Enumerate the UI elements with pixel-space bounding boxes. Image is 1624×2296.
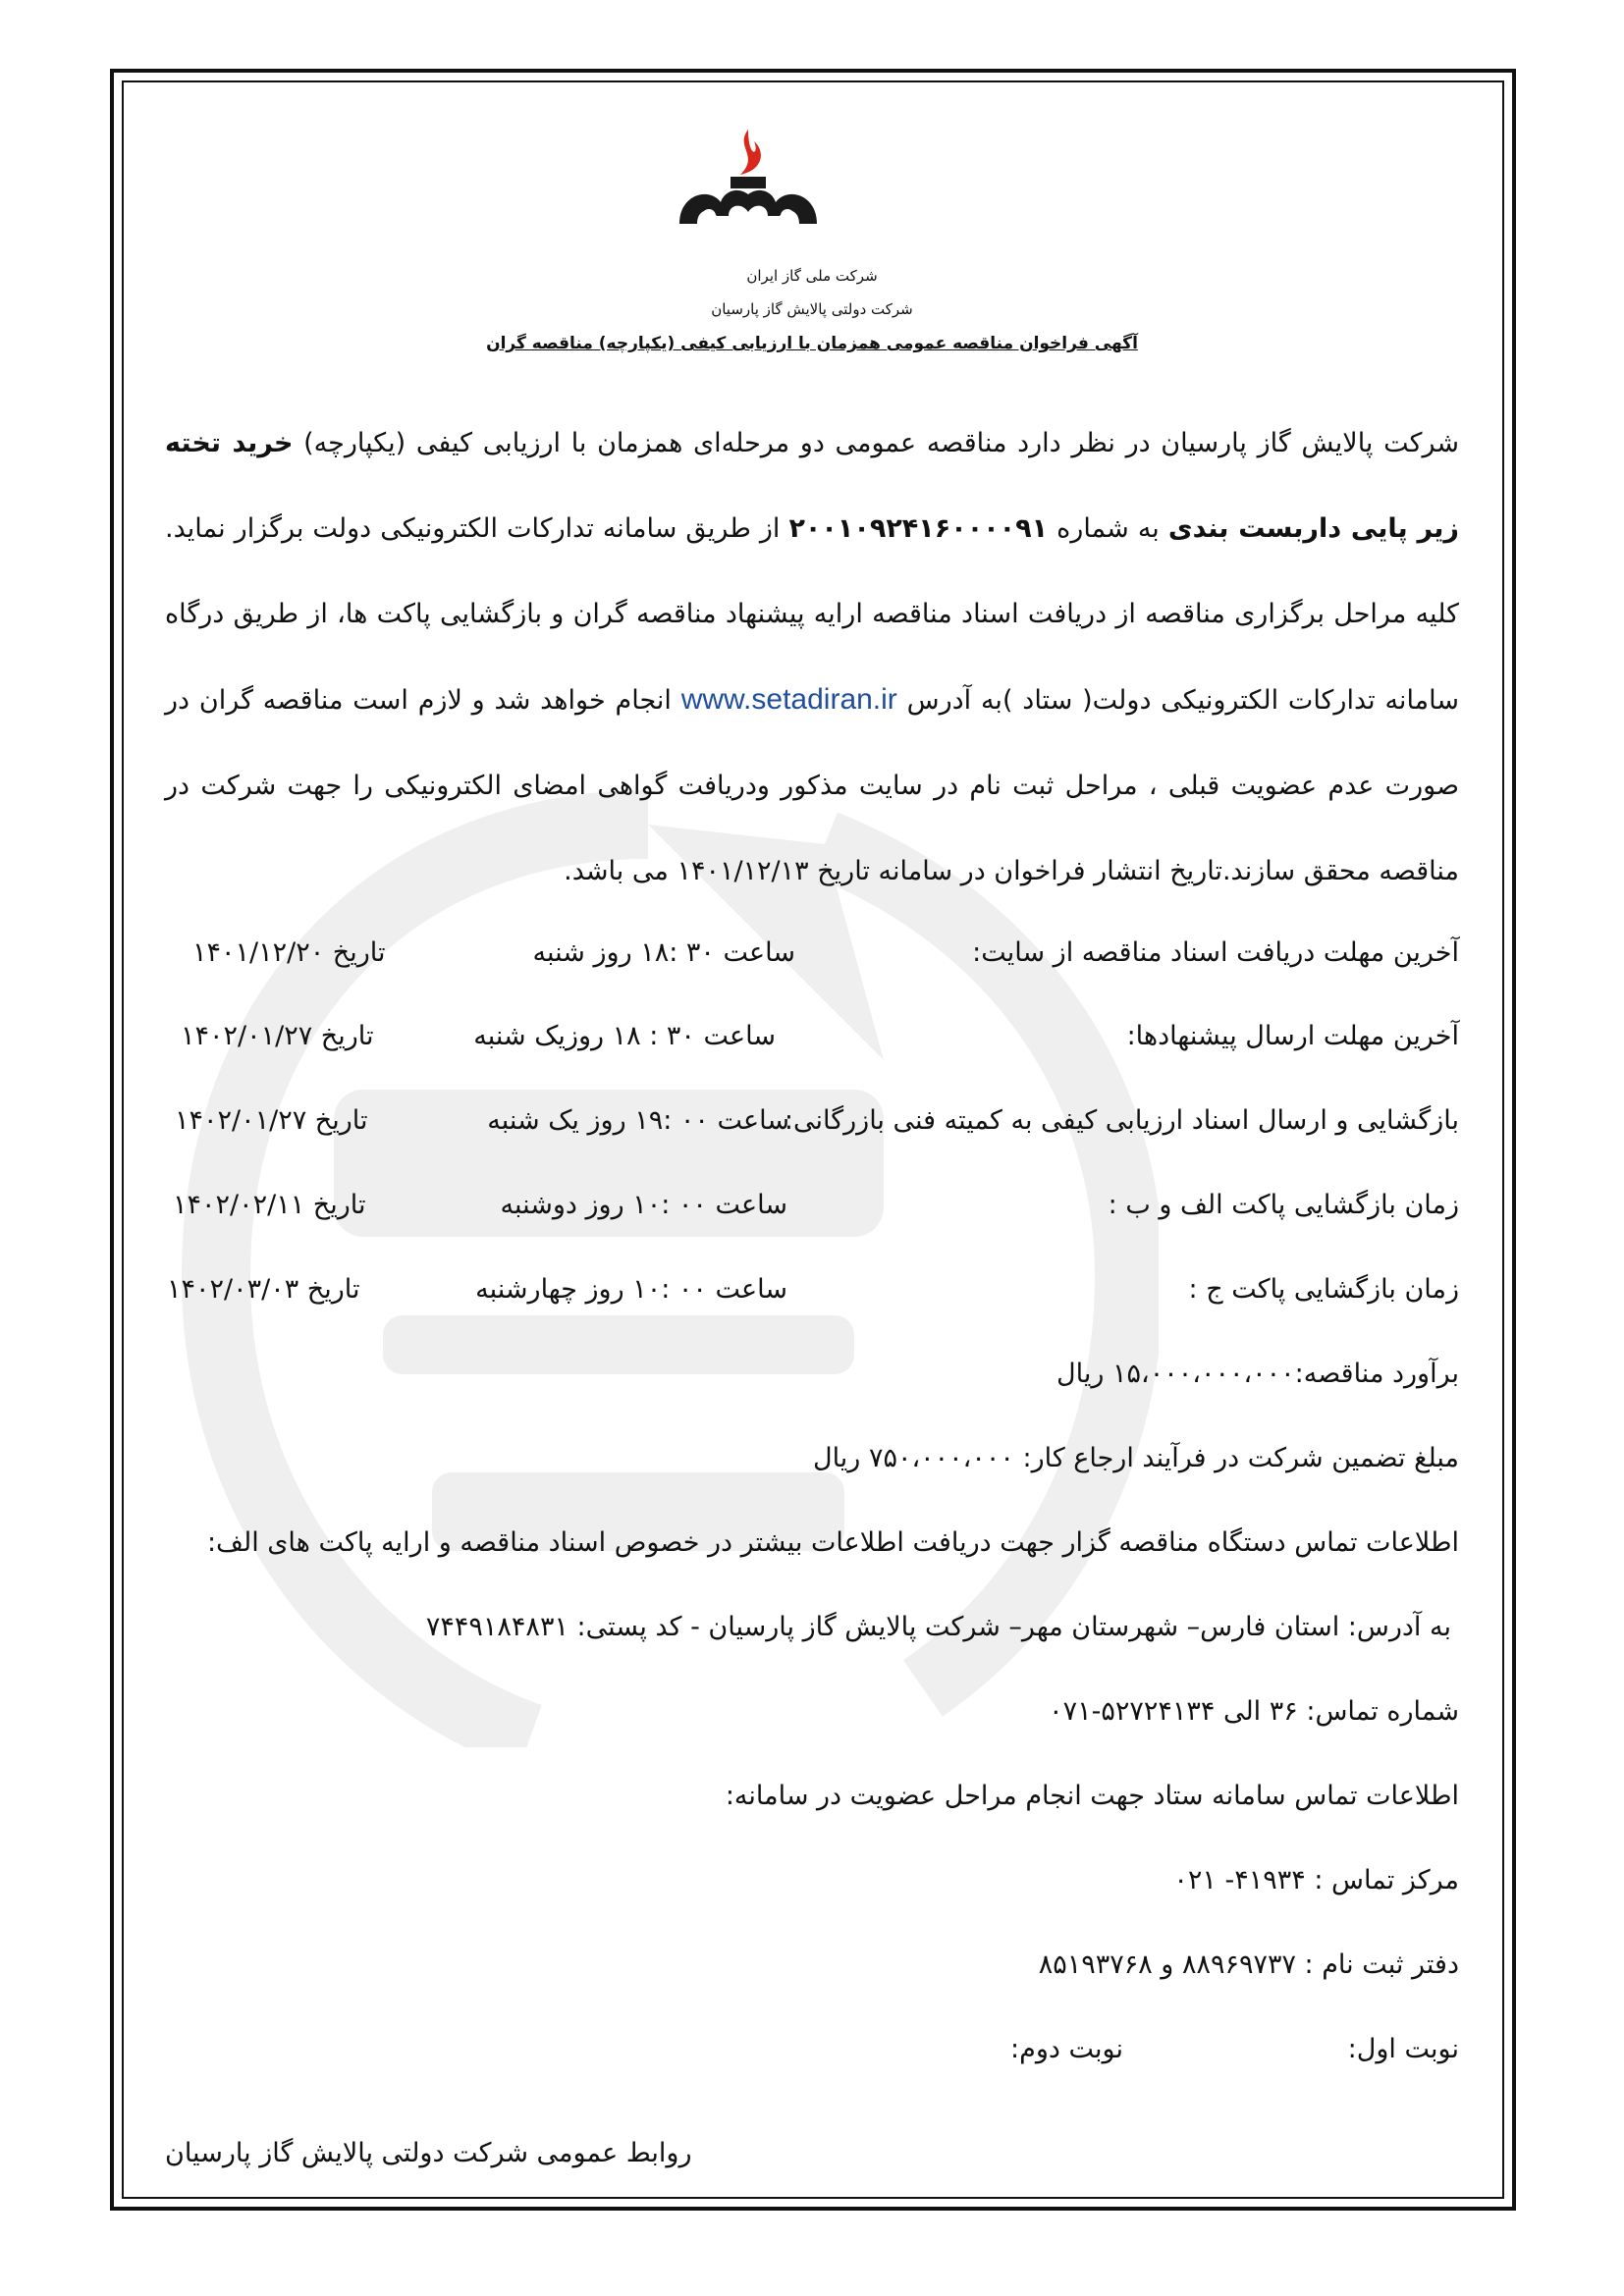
tender-number: ۲۰۰۱۰۹۲۴۱۶۰۰۰۰۹۱ [788,513,1049,544]
setad-contact-heading: اطلاعات تماس سامانه ستاد جهت انجام مراحل عضویت در سامانه: [725,1781,1459,1811]
company-address: به آدرس: استان فارس– شهرستان مهر– شرکت پالایش گاز پارسیان - کد پستی: ۷۴۴۹۱۸۴۸۳۱ [425,1612,1451,1642]
public-relations-signature: روابط عمومی شرکت دولتی پالایش گاز پارسیان [165,2138,692,2168]
intro-text: شرکت پالایش گاز پارسیان در نظر دارد مناقصه عمومی دو مرحله‌ای همزمان با ارزیابی کیفی (یکپارچه) [293,428,1459,458]
setad-registry-office: دفتر ثبت نام : ۸۸۹۶۹۷۳۷ و ۸۵۱۹۳۷۶۸ [1038,1949,1459,1980]
setad-link[interactable]: www.setadiran.ir [680,683,897,716]
second-round-label: نوبت دوم: [1010,2034,1123,2064]
schedule-date-evaluation: تاریخ ۱۴۰۲/۰۱/۲۷ [175,1105,368,1136]
schedule-label-envelope-c: زمان بازگشایی پاکت ج : [1188,1274,1459,1305]
notice-title: آگهی فراخوان مناقصه عمومی همزمان با ارزیابی کیفی (یکپارچه) مناقصه گران [486,334,1138,353]
schedule-date-envelope-ab: تاریخ ۱۴۰۲/۰۲/۱۱ [173,1190,366,1220]
schedule-time-evaluation: ساعت ۰۰ :۱۹ روز یک شنبه [487,1105,789,1136]
schedule-date-bids: تاریخ ۱۴۰۲/۰۱/۲۷ [181,1021,374,1051]
first-round-label: نوبت اول: [1347,2034,1459,2064]
parent-company-name: شرکت ملی گاز ایران [746,267,878,285]
schedule-label-bids: آخرین مهلت ارسال پیشنهادها: [1126,1021,1459,1051]
schedule-time-bids: ساعت ۳۰ : ۱۸ روزیک شنبه [473,1021,776,1051]
procedure-text: از طریق سامانه تدارکات الکترونیکی دولت برگزار نماید. کلیه مراحل برگزاری مناقصه از دریافت اسناد مناقصه ارایه پیشنهاد مناقصه گران و بازگشایی پاکت ها، از طریق درگاه سامانه تدارکات الکترونیکی دولت( ستاد )به آدرس [165,513,1459,716]
setad-call-center: مرکز تماس : ۴۱۹۳۴- ۰۲۱ [1173,1865,1459,1896]
schedule-time-envelope-ab: ساعت ۰۰ :۱۰ روز دوشنبه [500,1190,787,1220]
guarantee-amount: مبلغ تضمین شرکت در فرآیند ارجاع کار: ۷۵۰،۰۰۰،۰۰۰ ریال [812,1443,1459,1473]
schedule-time-envelope-c: ساعت ۰۰ :۱۰ روز چهارشنبه [475,1274,787,1305]
tender-number-prefix: به شماره [1048,513,1168,544]
schedule-label-envelope-ab: زمان بازگشایی پاکت الف و ب : [1108,1190,1459,1220]
tender-subject: خرید تخته زیر پایی داربست بندی [165,428,1459,544]
tender-estimate: برآورد مناقصه:۱۵،۰۰۰،۰۰۰،۰۰۰ ریال [1056,1359,1459,1389]
schedule-date-docs: تاریخ ۱۴۰۱/۱۲/۲۰ [192,937,386,968]
closing-text: انجام خواهد شد و لازم است مناقصه گران در صورت عدم عضویت قبلی ، مراحل ثبت نام در سایت مذکور ودریافت گواهی امضای الکترونیکی را جهت شرکت در مناقصه محقق سازند.تاریخ انتشار فراخوان در سامانه تاریخ ۱۴۰۱/۱۲/۱۳ می باشد. [165,685,1459,886]
company-name: شرکت دولتی پالایش گاز پارسیان [711,300,913,318]
nigc-logo [670,126,827,234]
company-phone: شماره تماس: ۳۶ الی ۵۲۷۲۴۱۳۴-۰۷۱ [1049,1696,1459,1727]
schedule-label-evaluation: بازگشایی و ارسال اسناد ارزیابی کیفی به کمیته فنی بازرگانی: [784,1105,1459,1136]
tender-description [165,400,1459,914]
schedule-time-docs: ساعت ۳۰ :۱۸ روز شنبه [532,937,795,968]
schedule-date-envelope-c: تاریخ ۱۴۰۲/۰۳/۰۳ [167,1274,360,1305]
contact-heading: اطلاعات تماس دستگاه مناقصه گزار جهت دریافت اطلاعات بیشتر در خصوص اسناد مناقصه و ارایه پاکت های الف: [206,1527,1459,1558]
schedule-label-docs: آخرین مهلت دریافت اسناد مناقصه از سایت: [972,937,1459,968]
